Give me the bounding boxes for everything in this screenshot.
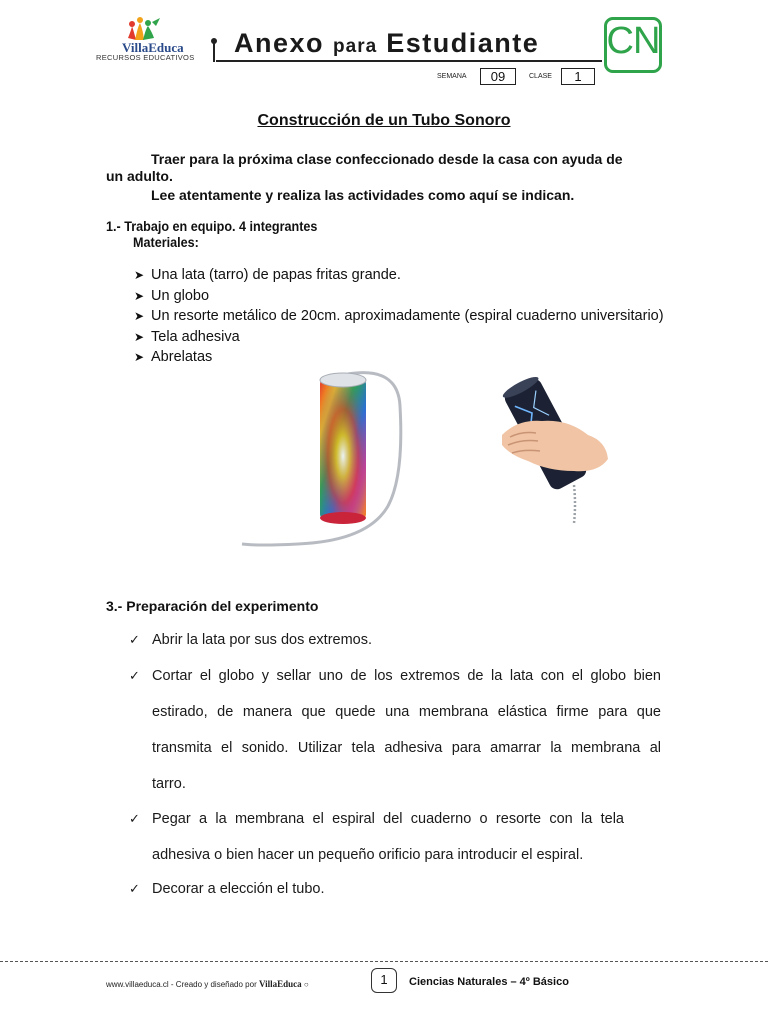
logo-subtitle: RECURSOS EDUCATIVOS <box>96 53 195 62</box>
logo-wordmark: VillaEduca <box>122 40 184 55</box>
step-3-line-2: adhesiva o bien hacer un pequeño orificio para introducir el espiral. <box>152 847 584 863</box>
semana-value: 09 <box>480 68 516 85</box>
list-item <box>134 306 664 327</box>
step-2-line-1: Cortar el globo y sellar uno de los extremos de la lata con el globo bien <box>152 668 661 684</box>
clase-label: CLASE <box>529 73 552 80</box>
check-mark-icon: ✓ <box>129 632 140 647</box>
sound-tube-illustration <box>238 366 408 562</box>
step-1-text: Abrir la lata por sus dos extremos. <box>152 632 373 648</box>
arrowhead-bullet-icon: ➤ <box>134 329 145 344</box>
materials-list <box>134 265 664 368</box>
document-title: Construcción de un Tubo Sonoro <box>257 112 511 129</box>
header-title-word2: para <box>333 36 378 57</box>
section-1-title: 1.- Trabajo en equipo. 4 integrantes <box>106 218 318 234</box>
header-title-word1: Anexo <box>234 28 325 58</box>
list-item <box>134 347 664 368</box>
header-title-word3: Estudiante <box>386 28 540 58</box>
section-3-title: 3.- Preparación del experimento <box>106 598 319 614</box>
semana-label: SEMANA <box>437 73 467 80</box>
arrowhead-bullet-icon: ➤ <box>134 288 145 303</box>
step-3-line-1: Pegar a la membrana el espiral del cuaderno o resorte con la tela <box>152 811 624 827</box>
page-number: 1 <box>371 968 397 993</box>
check-mark-icon: ✓ <box>129 811 140 826</box>
header-underline <box>216 60 602 62</box>
material-text: Un globo <box>151 287 210 304</box>
material-text: Un resorte metálico de 20cm. aproximadamente (espiral cuaderno universitario) <box>151 308 664 324</box>
step-2-line-4: tarro. <box>152 776 186 792</box>
step-2-line-3: transmita el sonido. Utilizar tela adhesiva para amarrar la membrana al <box>152 740 661 756</box>
subject-badge: CN <box>606 20 660 62</box>
footer-credit-text: www.villaeduca.cl - Creado y diseñado por <box>106 980 257 989</box>
footer-credit <box>106 979 309 989</box>
check-mark-icon: ✓ <box>129 668 140 683</box>
material-text: Tela adhesiva <box>151 328 240 345</box>
arrowhead-bullet-icon: ➤ <box>134 350 145 364</box>
intro-line-1: Traer para la próxima clase confeccionado desde la casa con ayuda de <box>151 151 623 167</box>
list-item <box>134 286 664 307</box>
step-4-text: Decorar a elección el tubo. <box>152 881 325 897</box>
list-item <box>134 265 664 286</box>
footer-brand-mark-icon: ○ <box>303 980 309 989</box>
list-item <box>134 327 664 348</box>
material-text: Abrelatas <box>151 349 213 365</box>
materials-label: Materiales: <box>133 234 199 250</box>
footer-brand: VillaEduca <box>258 979 302 989</box>
check-mark-icon: ✓ <box>129 881 140 896</box>
header-stem <box>213 42 215 62</box>
arrowhead-bullet-icon: ➤ <box>134 309 145 323</box>
hand-holding-tube-illustration <box>488 375 612 527</box>
intro-line-2: un adulto. <box>106 168 173 184</box>
material-text: Una lata (tarro) de papas fritas grande. <box>151 267 401 283</box>
intro-line-3: Lee atentamente y realiza las actividades como aquí se indican. <box>151 187 575 203</box>
header-title <box>234 28 539 59</box>
step-2-line-2: estirado, de manera que quede una membrana elástica firme para que <box>152 704 661 720</box>
footer-course: Ciencias Naturales – 4º Básico <box>409 976 569 988</box>
arrowhead-bullet-icon: ➤ <box>134 268 145 282</box>
clase-value: 1 <box>561 68 595 85</box>
footer-divider <box>0 961 768 962</box>
